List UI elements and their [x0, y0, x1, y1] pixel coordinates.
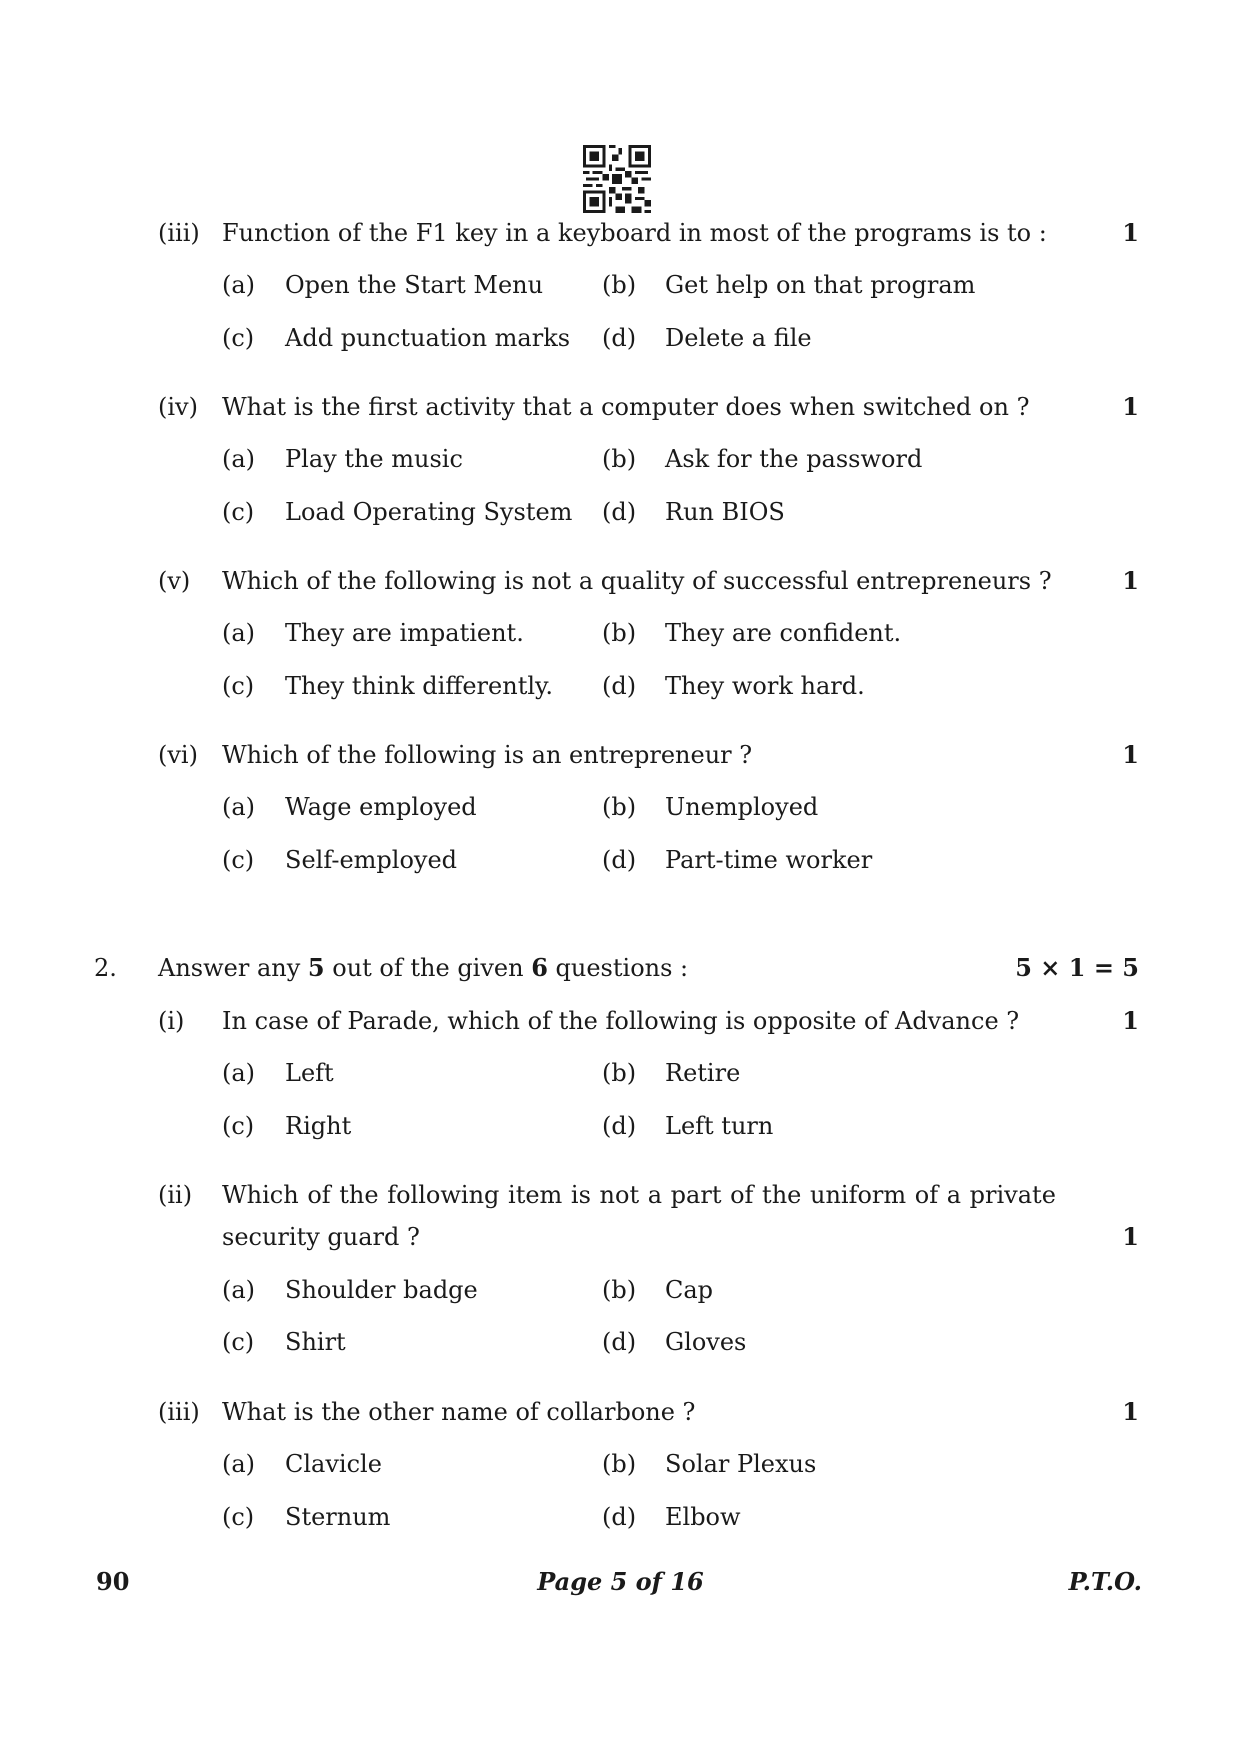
option-text: Run BIOS	[665, 498, 785, 526]
question-marks: 1	[1122, 740, 1139, 769]
option-text: Load Operating System	[285, 498, 573, 526]
option-label: (a)	[222, 1059, 256, 1087]
question-text: Which of the following item is not a part of the uniform of a private	[222, 1181, 1056, 1209]
option-text: Get help on that program	[665, 271, 976, 299]
question-number: (vi)	[158, 741, 198, 769]
option-text: Ask for the password	[665, 445, 923, 473]
question-number: (i)	[158, 1007, 185, 1035]
question-text: What is the other name of collarbone ?	[222, 1398, 696, 1426]
option-label: (a)	[222, 619, 256, 647]
option-text: Left turn	[665, 1112, 774, 1140]
question-marks: 1	[1122, 566, 1139, 595]
question-text: What is the first activity that a computer does when switched on ?	[222, 393, 1030, 421]
question-marks: 1	[1122, 1222, 1139, 1251]
option-label: (b)	[602, 271, 637, 299]
option-text: Solar Plexus	[665, 1450, 817, 1478]
option-text: Cap	[665, 1276, 714, 1304]
option-label: (a)	[222, 271, 256, 299]
option-label: (c)	[222, 846, 255, 874]
question-number: (v)	[158, 567, 191, 595]
option-label: (c)	[222, 498, 255, 526]
option-text: Open the Start Menu	[285, 271, 544, 299]
option-label: (d)	[602, 672, 637, 700]
option-text: Clavicle	[285, 1450, 382, 1478]
paper-code: 90	[96, 1567, 130, 1596]
question-marks: 1	[1122, 392, 1139, 421]
question-number: (ii)	[158, 1181, 193, 1209]
section-instruction: Answer any 5 out of the given 6 questions :	[158, 953, 689, 982]
option-text: Retire	[665, 1059, 741, 1087]
option-label: (c)	[222, 324, 255, 352]
question-number: (iii)	[158, 219, 200, 247]
option-text: Part-time worker	[665, 846, 873, 874]
option-text: Unemployed	[665, 793, 819, 821]
question-number: (iii)	[158, 1398, 200, 1426]
option-text: Shirt	[285, 1328, 346, 1356]
option-text: They think differently.	[285, 672, 554, 700]
option-label: (a)	[222, 1450, 256, 1478]
option-label: (b)	[602, 1276, 637, 1304]
question-number: (iv)	[158, 393, 198, 421]
pto-label: P.T.O.	[1068, 1567, 1142, 1596]
option-text: They are impatient.	[285, 619, 524, 647]
option-text: Shoulder badge	[285, 1276, 478, 1304]
option-text: Right	[285, 1112, 352, 1140]
option-label: (b)	[602, 619, 637, 647]
option-label: (c)	[222, 1503, 255, 1531]
section-marks: 5 × 1 = 5	[1015, 953, 1139, 982]
option-label: (c)	[222, 672, 255, 700]
option-label: (b)	[602, 1059, 637, 1087]
option-label: (b)	[602, 793, 637, 821]
option-text: Wage employed	[285, 793, 477, 821]
question-text: Which of the following is an entrepreneur ?	[222, 741, 753, 769]
option-text: Self-employed	[285, 846, 458, 874]
option-label: (d)	[602, 1503, 637, 1531]
option-label: (a)	[222, 1276, 256, 1304]
option-label: (b)	[602, 445, 637, 473]
option-label: (d)	[602, 1112, 637, 1140]
option-text: They work hard.	[665, 672, 865, 700]
option-text: Left	[285, 1059, 334, 1087]
option-label: (a)	[222, 445, 256, 473]
qr-code-icon	[583, 145, 651, 213]
option-label: (d)	[602, 498, 637, 526]
option-label: (d)	[602, 324, 637, 352]
question-text: In case of Parade, which of the following is opposite of Advance ?	[222, 1007, 1020, 1035]
question-marks: 1	[1122, 218, 1139, 247]
option-text: Delete a file	[665, 324, 812, 352]
page-number: Page 5 of 16	[537, 1567, 704, 1596]
question-number: 2.	[94, 954, 117, 982]
option-text: Gloves	[665, 1328, 747, 1356]
option-label: (d)	[602, 846, 637, 874]
question-text-continued: security guard ?	[222, 1223, 420, 1251]
option-text: Sternum	[285, 1503, 391, 1531]
question-marks: 1	[1122, 1397, 1139, 1426]
option-text: Play the music	[285, 445, 463, 473]
question-text: Which of the following is not a quality of successful entrepreneurs ?	[222, 567, 1052, 595]
option-label: (a)	[222, 793, 256, 821]
option-text: Add punctuation marks	[285, 324, 571, 352]
option-text: They are confident.	[665, 619, 902, 647]
option-label: (d)	[602, 1328, 637, 1356]
option-text: Elbow	[665, 1503, 741, 1531]
question-text: Function of the F1 key in a keyboard in most of the programs is to :	[222, 219, 1047, 247]
option-label: (c)	[222, 1328, 255, 1356]
option-label: (b)	[602, 1450, 637, 1478]
option-label: (c)	[222, 1112, 255, 1140]
question-marks: 1	[1122, 1006, 1139, 1035]
